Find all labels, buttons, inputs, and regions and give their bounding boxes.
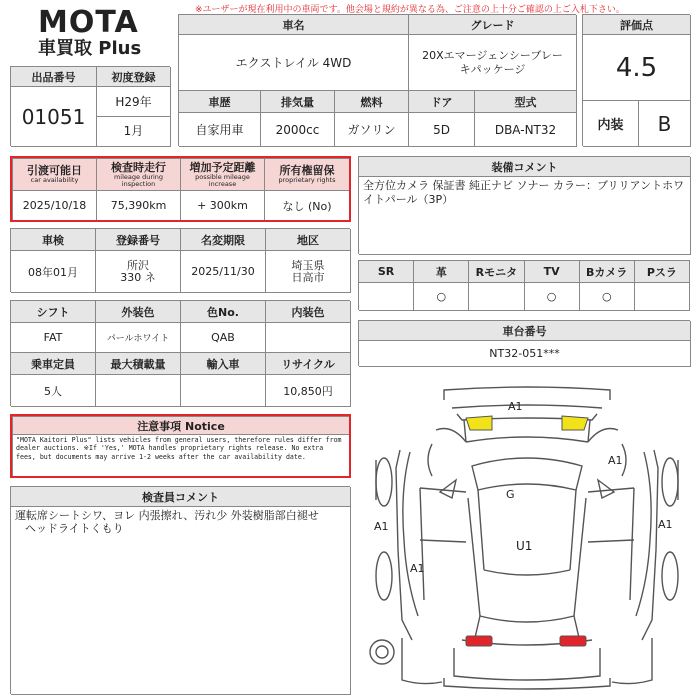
vehicle-name: エクストレイル 4WD <box>179 35 409 91</box>
equipment-text: 全方位カメラ 保証書 純正ナビ ソナー カラー：ブリリアントホワイトパール（3P） <box>359 177 691 255</box>
equip-pslide-label: Pスラ <box>635 261 690 283</box>
vehicle-table <box>178 14 576 146</box>
model-value: DBA-NT32 <box>475 113 577 147</box>
interior-label: 内装 <box>583 101 639 147</box>
displacement-value: 2000cc <box>261 113 335 147</box>
equip-sr-label: SR <box>359 261 414 283</box>
max-load-value <box>96 375 181 407</box>
taillight-right <box>560 636 586 646</box>
chassis-table <box>358 320 690 366</box>
recycle-value: 10,850円 <box>266 375 351 407</box>
inspector-line1: 運転席シートシワ、ヨレ 内張擦れ、汚れ少 外装樹脂部白褪せ <box>15 509 319 522</box>
mark-right-side: A1 <box>658 518 673 531</box>
caution-label: 注意事項 Notice <box>13 417 350 435</box>
availability-h1: 引渡可能日 car availability <box>13 159 97 191</box>
inspection-value: 08年01月 <box>11 251 96 293</box>
car-damage-diagram <box>362 380 692 696</box>
listing-number: 01051 <box>11 87 97 147</box>
capacity-label: 乗車定員 <box>11 353 96 375</box>
fuel-value: ガソリン <box>335 113 409 147</box>
headlight-right <box>562 416 588 430</box>
first-reg-year: H29年 <box>115 95 152 109</box>
equip-sr-mark <box>359 283 414 311</box>
mark-windshield: G <box>506 488 515 501</box>
equip-pslide-mark <box>635 283 690 311</box>
grade-label: グレード <box>409 15 577 35</box>
availability-outline <box>10 156 351 222</box>
headlight-left <box>466 416 492 430</box>
car-outline <box>370 387 678 689</box>
equipment-label: 装備コメント <box>359 157 691 177</box>
score-value: 4.5 <box>583 35 691 101</box>
inspector-label: 検査員コメント <box>11 487 351 507</box>
color-no-value: QAB <box>181 323 266 353</box>
max-load-label: 最大積載量 <box>96 353 181 375</box>
model-label: 型式 <box>475 91 577 113</box>
inspector-text <box>11 507 351 695</box>
deadline-value: 2025/11/30 <box>181 251 266 293</box>
top-notice: ※ユーザーが現在利用中の車両です。他会場と規約が異なる為、ご注意の上十分ご確認の上ご入札下さい。 <box>195 5 625 15</box>
caution-text: "MOTA Kaitori Plus" lists vehicles from general users, therefore rules differ from dealer auctions. ※If 'Yes,' MOTA handles proprietary rights release. No extra fees, but documents may arrive 1-2 weeks after the car availability date. <box>13 435 350 477</box>
equip-bcamera-label: Bカメラ <box>580 261 635 283</box>
equipment-comment-box <box>358 156 690 254</box>
region-line1: 埼玉県 <box>291 258 325 272</box>
inspector-line2: ヘッドライトくもり <box>25 522 124 535</box>
capacity-value: 5人 <box>11 375 96 407</box>
shift-value: FAT <box>11 323 96 353</box>
color-label: 外装色 <box>96 301 181 323</box>
recycle-label: リサイクル <box>266 353 351 375</box>
region-label: 地区 <box>266 229 351 251</box>
registration-table <box>10 228 350 292</box>
int-color-value <box>266 323 351 353</box>
region-line2: 日高市 <box>291 270 325 284</box>
chassis-value: NT32-051*** <box>359 341 691 367</box>
inspector-comment-box <box>10 486 350 694</box>
mark-roof: U1 <box>516 539 533 553</box>
plate-line1: 所沢 <box>127 258 149 272</box>
grade-value: 20Xエマージェンシーブレーキパッケージ <box>409 35 577 91</box>
doors-value: 5D <box>409 113 475 147</box>
mark-rear-left-door: A1 <box>410 562 425 575</box>
equip-leather-mark: ○ <box>414 283 469 311</box>
vehicle-name-label: 車名 <box>179 15 409 35</box>
plate-value <box>96 251 181 293</box>
import-label: 輸入車 <box>181 353 266 375</box>
brand-logo <box>38 5 178 60</box>
caution-outline <box>10 414 351 478</box>
mark-front-right-fender: A1 <box>608 454 623 467</box>
mileage-increase: + 300km <box>181 191 265 221</box>
listing-table <box>10 66 170 146</box>
specs-table <box>10 300 350 406</box>
color-no-label: 色No. <box>181 301 266 323</box>
displacement-label: 排気量 <box>261 91 335 113</box>
equip-tv-label: TV <box>525 261 580 283</box>
taillight-left <box>466 636 492 646</box>
interior-value: B <box>639 101 691 147</box>
availability-h4: 所有権留保 proprietary rights <box>265 159 350 191</box>
proprietary-rights: なし (No) <box>265 191 350 221</box>
doors-label: ドア <box>409 91 475 113</box>
equip-bcamera-mark: ○ <box>580 283 635 311</box>
deadline-label: 名変期限 <box>181 229 266 251</box>
availability-h3: 増加予定距離 possible mileage increase <box>181 159 265 191</box>
equipment-grid <box>358 260 690 310</box>
first-reg-value <box>97 87 171 147</box>
availability-date: 2025/10/18 <box>13 191 97 221</box>
int-color-label: 内装色 <box>266 301 351 323</box>
equip-rmonitor-label: Rモニタ <box>469 261 524 283</box>
mark-left-side: A1 <box>374 520 389 533</box>
plate-line2: 330 ネ <box>120 270 156 284</box>
history-value: 自家用車 <box>179 113 261 147</box>
score-label: 評価点 <box>583 15 691 35</box>
chassis-label: 車台番号 <box>359 321 691 341</box>
equip-rmonitor-mark <box>469 283 524 311</box>
equip-tv-mark: ○ <box>525 283 580 311</box>
inspection-mileage: 75,390km <box>97 191 181 221</box>
plate-label: 登録番号 <box>96 229 181 251</box>
shift-label: シフト <box>11 301 96 323</box>
mark-front-bumper: A1 <box>508 400 523 413</box>
logo-sub: 車買取 Plus <box>38 38 142 59</box>
score-table <box>582 14 690 146</box>
region-value <box>266 251 351 293</box>
logo-main: MOTA <box>38 5 139 40</box>
fuel-label: 燃料 <box>335 91 409 113</box>
listing-number-label: 出品番号 <box>11 67 97 87</box>
color-value: パールホワイト <box>96 323 181 353</box>
availability-h2: 検査時走行 mileage during inspection <box>97 159 181 191</box>
inspection-label: 車検 <box>11 229 96 251</box>
import-value <box>181 375 266 407</box>
first-reg-label: 初度登録 <box>97 67 171 87</box>
first-reg-month: 1月 <box>97 116 170 141</box>
equip-leather-label: 革 <box>414 261 469 283</box>
history-label: 車歴 <box>179 91 261 113</box>
